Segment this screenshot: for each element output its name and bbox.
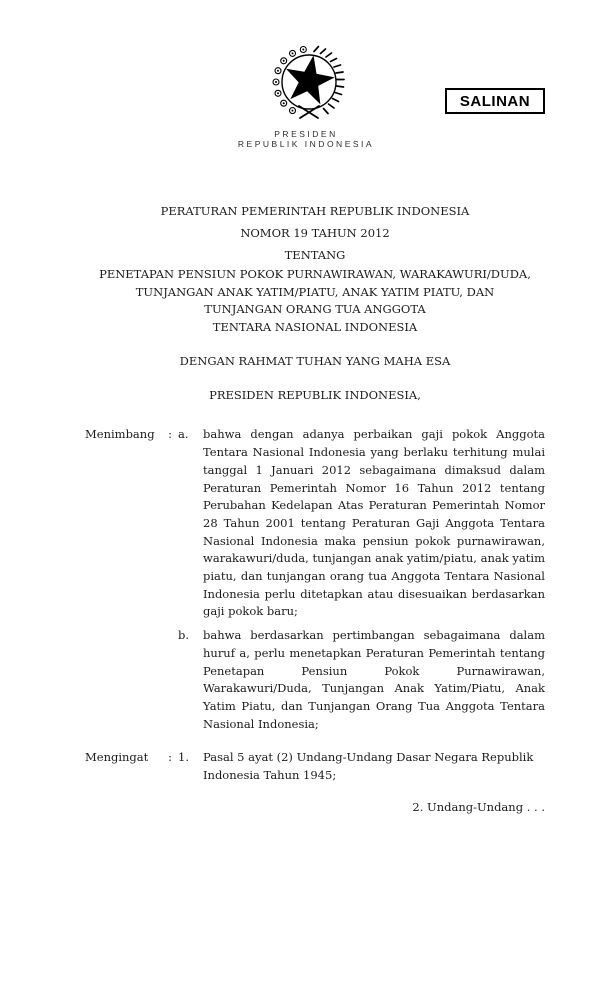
menimbang-row-a <box>85 426 545 621</box>
considering-text-a: bahwa dengan adanya perbaikan gaji pokok Anggota Tentara Nasional Indonesia yang berlaku terhitung mulai tanggal 1 Januari 2012 sebagaimana dimaksud dalam Peraturan Pemerintah Nomor 16 Tahun 2012 tentang Perubahan Kedelapan Atas Peraturan Pemerintah Nomor 28 Tahun 2001 tentang Peraturan Gaji Anggota Tentara Nasional Indonesia maka pensiun pokok purnawirawan, warakawuri/duda, tunjangan anak yatim/piatu, anak yatim piatu, dan tunjangan orang tua Anggota Tentara Nasional Indonesia perlu ditetapkan atau disesuaikan berdasarkan gaji pokok baru; <box>203 427 545 619</box>
salinan-stamp: SALINAN <box>445 88 545 114</box>
letterhead-line1: PRESIDEN <box>274 129 338 139</box>
item-marker-a: a. <box>178 427 189 442</box>
regulation-number: NOMOR 19 TAHUN 2012 <box>240 226 390 240</box>
subject-line-2: TUNJANGAN ANAK YATIM/PIATU, ANAK YATIM PIATU, DAN <box>135 284 495 299</box>
considering-text-b: bahwa berdasarkan pertimbangan sebagaimana dalam huruf a, perlu menetapkan Peraturan Pemerintah tentang Penetapan Pensiun Pokok Purnawirawan, Warakawuri/Duda, Tunjangan Anak Yatim/Piatu, Anak Yatim Piatu, dan Tunjangan Orang Tua Anggota Tentara Nasional Indonesia; <box>203 628 545 731</box>
subject-line-1: PENETAPAN PENSIUN POKOK PURNAWIRAWAN, WARAKAWURI/DUDA, <box>99 267 531 281</box>
recalling-text-1: Pasal 5 ayat (2) Undang-Undang Dasar Negara Republik Indonesia Tahun 1945; <box>203 750 534 783</box>
document-body <box>85 200 545 816</box>
authority-line: PRESIDEN REPUBLIK INDONESIA, <box>209 387 421 402</box>
tentang-label: TENTANG <box>284 248 346 262</box>
letterhead <box>0 129 612 149</box>
mengingat-label: Mengingat <box>85 750 149 765</box>
menimbang-label: Menimbang <box>85 427 155 442</box>
regulation-title-line1: PERATURAN PEMERINTAH REPUBLIK INDONESIA <box>160 204 470 218</box>
menimbang-row-b <box>85 627 545 733</box>
presidential-emblem-icon <box>262 40 356 132</box>
invocation-line: DENGAN RAHMAT TUHAN YANG MAHA ESA <box>179 354 451 368</box>
letterhead-line2: REPUBLIK INDONESIA <box>237 139 375 149</box>
mengingat-row-1 <box>85 749 545 784</box>
subject-line-3: TUNJANGAN ORANG TUA ANGGOTA <box>204 302 426 316</box>
subject-line-4: TENTARA NASIONAL INDONESIA <box>212 319 418 334</box>
item-marker-1: 1. <box>178 750 189 765</box>
item-marker-b: b. <box>178 628 190 643</box>
page-catchword: 2. Undang-Undang . . . <box>412 799 545 814</box>
mengingat-colon: : <box>168 750 172 765</box>
menimbang-colon: : <box>168 427 172 442</box>
